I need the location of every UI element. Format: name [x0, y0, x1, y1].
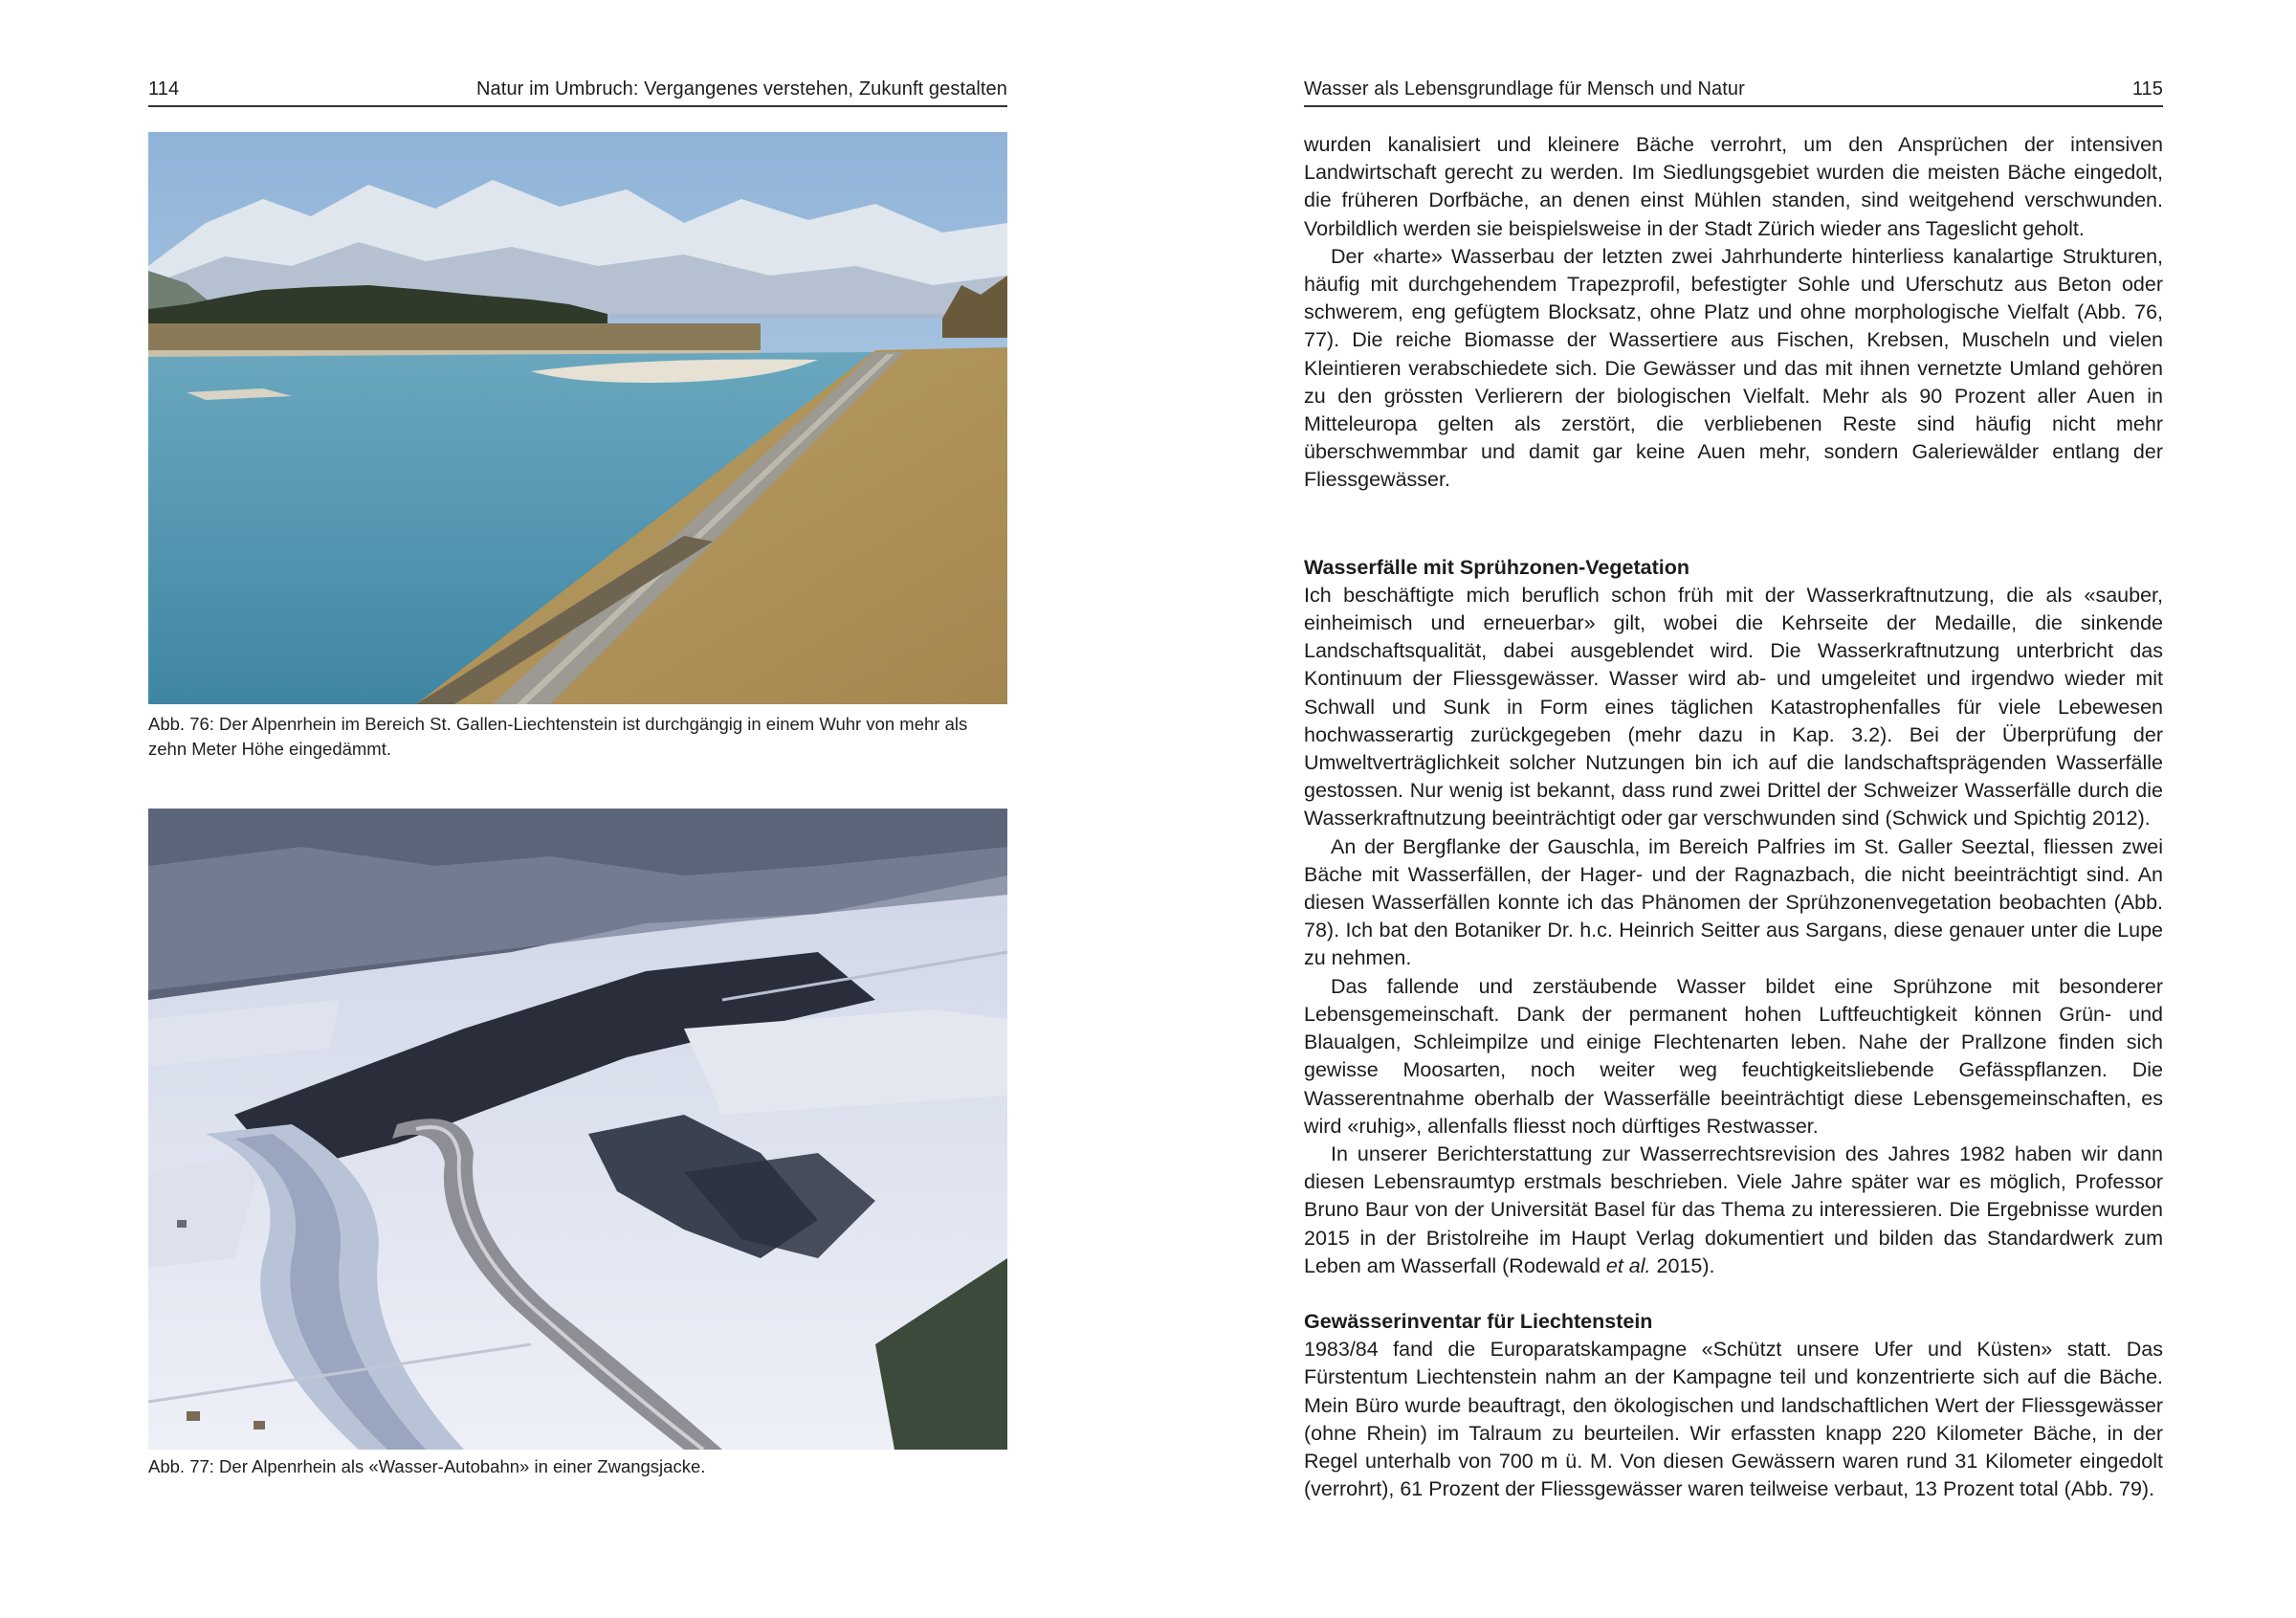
paragraph-text: In unserer Berichterstattung zur Wasserrechtsrevision des Jahres 1982 haben wir dann diesen Lebensraumtyp erstmals beschrieben. Viele Jahre später war es möglich, Professor Bruno Baur von der Universität Basel für das Thema zu interessieren. Die Ergebnisse wurden 2015 in der Bristolreihe im Haupt Verlag dokumentiert und bilden das Standardwerk zum Leben am Wasserfall (Rodewald: [1304, 1141, 2163, 1277]
body-text: [1304, 131, 2163, 1503]
running-head-right: [1304, 73, 2163, 107]
paragraph: [1304, 1141, 2163, 1280]
figure-76-photo: [148, 132, 1007, 704]
running-head-left: [148, 73, 1007, 107]
paragraph-italic: et al.: [1605, 1253, 1651, 1277]
paragraph: 1983/84 fand die Europaratskampagne «Schützt unsere Ufer und Küsten» statt. Das Fürstentum Liechtenstein nahm an der Kampagne teil und konzentrierte sich auf die Bäche. Mein Büro wurde beauftragt, den ökologischen und landschaftlichen Wert der Fliessgewässer (ohne Rhein) im Talraum zu beurteilen. Wir erfassten knapp 220 Kilometer Bäche, in der Regel unterhalb von 700 m ü. M. Von diesen Gewässern waren rund 31 Kilometer eingedolt (verrohrt), 61 Prozent der Fliessgewässer waren teilweise verbaut, 13 Prozent total (Abb. 79).: [1304, 1338, 2163, 1501]
canal-photo-illustration: [148, 132, 1007, 704]
paragraph: wurden kanalisiert und kleinere Bäche verrohrt, um den Ansprüchen der intensiven Landwirtschaft gerecht zu werden. Im Siedlungsgebiet wurden die meisten Bäche eingedolt, die früheren Dorfbäche, an denen einst Mühlen standen, sind weitgehend verschwunden. Vorbildlich werden sie beispielsweise in der Stadt Zürich wieder ans Tageslicht geholt.: [1304, 133, 2163, 240]
left-page: [148, 0, 1007, 1618]
paragraph: Das fallende und zerstäubende Wasser bildet eine Sprühzone mit besonderer Lebensgemeinschaft. Dank der permanent hohen Luftfeuchtigkeit können Grün- und Blaualgen, Schleimpilze und einige Flechtenarten leben. Nahe der Prallzone finden sich gewisse Moosarten, noch weiter weg feuchtigkeitsliebende Gefässpflanzen. Die Wasserentnahme oberhalb der Wasserfälle beeinträchtigt diese Lebensgemeinschaften, es wird «ruhig», allenfalls fliesst noch dürftiges Restwasser.: [1304, 974, 2163, 1138]
paragraph-text: 2015).: [1650, 1253, 1715, 1277]
figure-77-caption: Abb. 77: Der Alpenrhein als «Wasser-Autobahn» in einer Zwangsjacke.: [148, 1456, 706, 1476]
page-number: 114: [148, 78, 180, 100]
right-page: [1304, 0, 2163, 1618]
running-title: Wasser als Lebensgrundlage für Mensch und Natur: [1304, 78, 1745, 100]
paragraph: Der «harte» Wasserbau der letzten zwei Jahrhunderte hinterliess kanalartige Strukturen, häufig mit durchgehendem Trapezprofil, befestigter Sohle und Uferschutz aus Beton oder schwerem, eng gefügtem Blocksatz, ohne Platz und ohne morphologische Vielfalt (Abb. 76, 77). Die reiche Biomasse der Wassertiere aus Fischen, Krebsen, Muscheln und vielen Kleintieren verabschiedete sich. Die Gewässer und das mit ihnen vernetzte Umland gehören zu den grössten Verlierern der biologischen Vielfalt. Mehr als 90 Prozent aller Auen in Mitteleuropa gelten als zerstört, die verbliebenen Reste sind häufig nicht mehr überschwemmbar und damit gar keine Auen mehr, sondern Galeriewälder entlang der Fliessgewässer.: [1304, 244, 2163, 492]
figure-76-caption: Abb. 76: Der Alpenrhein im Bereich St. Gallen-Liechtenstein ist durchgängig in einem Wuhr von mehr als zehn Meter Höhe eingedämmt.: [148, 714, 968, 759]
figure-77-photo: [148, 809, 1007, 1450]
paragraph: Ich beschäftigte mich beruflich schon früh mit der Wasserkraftnutzung, die als «sauber, einheimisch und erneuerbar» gilt, wobei die Kehrseite der Medaille, die sinkende Landschaftsqualität, dabei ausgeblendet wird. Die Wasserkraftnutzung unterbricht das Kontinuum der Fliessgewässer. Wasser wird ab- und umgeleitet und irgendwo wieder mit Schwall und Sunk in Form eines täglichen Katastrophenfalles für viele Lebewesen hochwasserartig zurückgegeben (mehr dazu in Kap. 3.2). Bei der Überprüfung der Umweltverträglichkeit solcher Nutzungen bin ich auf die landschaftsprägenden Wasserfälle gestossen. Nur wenig ist bekannt, dass rund zwei Drittel der Schweizer Wasserfälle durch die Wasserkraftnutzung beeinträchtigt oder gar verschwunden sind (Schwick und Spichtig 2012).: [1304, 583, 2163, 831]
running-title: Natur im Umbruch: Vergangenes verstehen, Zukunft gestalten: [476, 78, 1007, 100]
section-heading: Gewässerinventar für Liechtenstein: [1304, 1309, 1653, 1333]
paragraph: An der Bergflanke der Gauschla, im Bereich Palfries im St. Galler Seeztal, fliessen zwei Bäche mit Wasserfällen, der Hager- und der Ragnazbach, die nicht beeinträchtigt sind. An diesen Wasserfällen konnte ich das Phänomen der Sprühzonenvegetation beobachten (Abb. 78). Ich bat den Botaniker Dr. h.c. Heinrich Seitter aus Sargans, diese genauer unter die Lupe zu nehmen.: [1304, 834, 2163, 970]
page-number: 115: [2131, 78, 2163, 100]
winter-valley-photo-illustration: [148, 809, 1007, 1450]
section-heading: Wasserfälle mit Sprühzonen-Vegetation: [1304, 555, 1689, 579]
